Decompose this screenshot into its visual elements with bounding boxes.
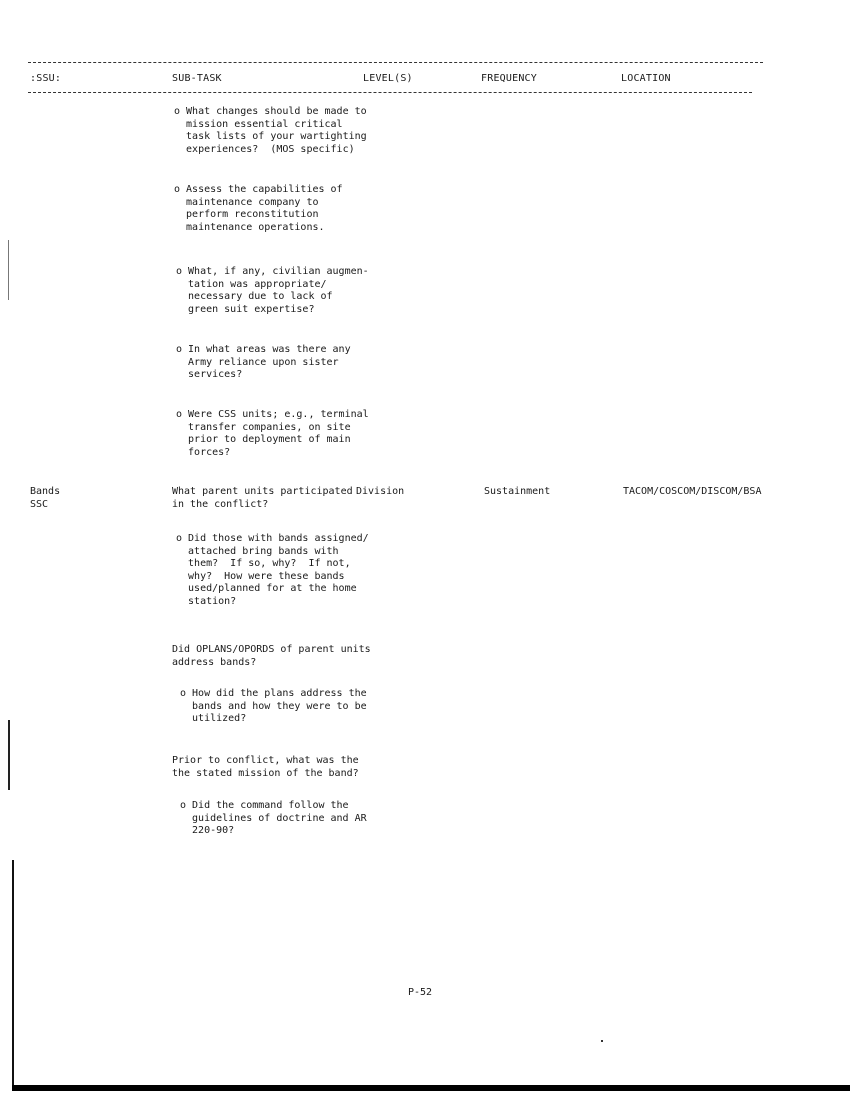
subtask-stated-mission: Prior to conflict, what was the the stated mission of the band?	[172, 755, 359, 779]
scan-speck	[601, 1040, 603, 1042]
subtask-bands-assigned: o Did those with bands assigned/ attached bring bands with them? If so, why? If not, why? How were these bands used/planned for at the home station?	[176, 533, 369, 607]
header-levels: LEVEL(S)	[363, 73, 413, 84]
subtask-mission-essential-task-lists: o What changes should be made to mission essential critical task lists of your wartighting experiences? (MOS specific)	[174, 106, 367, 155]
page-number: P-52	[408, 987, 433, 998]
scan-edge-mark	[8, 240, 9, 300]
header-location: LOCATION	[621, 73, 671, 84]
issue-bands-ssc: Bands SSC	[30, 486, 61, 510]
header-frequency: FREQUENCY	[481, 73, 537, 84]
subtask-parent-units: What parent units participated in the conflict?	[172, 486, 353, 510]
level-division: Division	[356, 486, 405, 497]
header-subtask: SUB-TASK	[172, 73, 222, 84]
header-bottom-rule	[28, 92, 752, 93]
scan-frame-left-edge	[12, 860, 14, 1087]
subtask-civilian-augmentation: o What, if any, civilian augmen- tation was appropriate/ necessary due to lack of green suit expertise?	[176, 266, 369, 315]
header-top-rule	[28, 62, 763, 63]
subtask-sister-services: o In what areas was there any Army reliance upon sister services?	[176, 344, 351, 380]
subtask-plans-address-bands: o How did the plans address the bands and how they were to be utilized?	[180, 688, 367, 724]
subtask-oplans-oporders: Did OPLANS/OPORDS of parent units address bands?	[172, 644, 371, 668]
subtask-doctrine-guidelines: o Did the command follow the guidelines of doctrine and AR 220-90?	[180, 800, 367, 836]
scan-edge-mark-dark	[8, 720, 10, 790]
location-tacom-coscom: TACOM/COSCOM/DISCOM/BSA	[623, 486, 762, 497]
frequency-sustainment: Sustainment	[484, 486, 551, 497]
scan-frame-bottom-edge	[12, 1085, 850, 1091]
subtask-maintenance-capabilities: o Assess the capabilities of maintenance company to perform reconstitution maintenance operations.	[174, 184, 343, 233]
subtask-css-units-on-site: o Were CSS units; e.g., terminal transfer companies, on site prior to deployment of main forces?	[176, 409, 369, 458]
header-issue: :SSU:	[30, 73, 62, 84]
